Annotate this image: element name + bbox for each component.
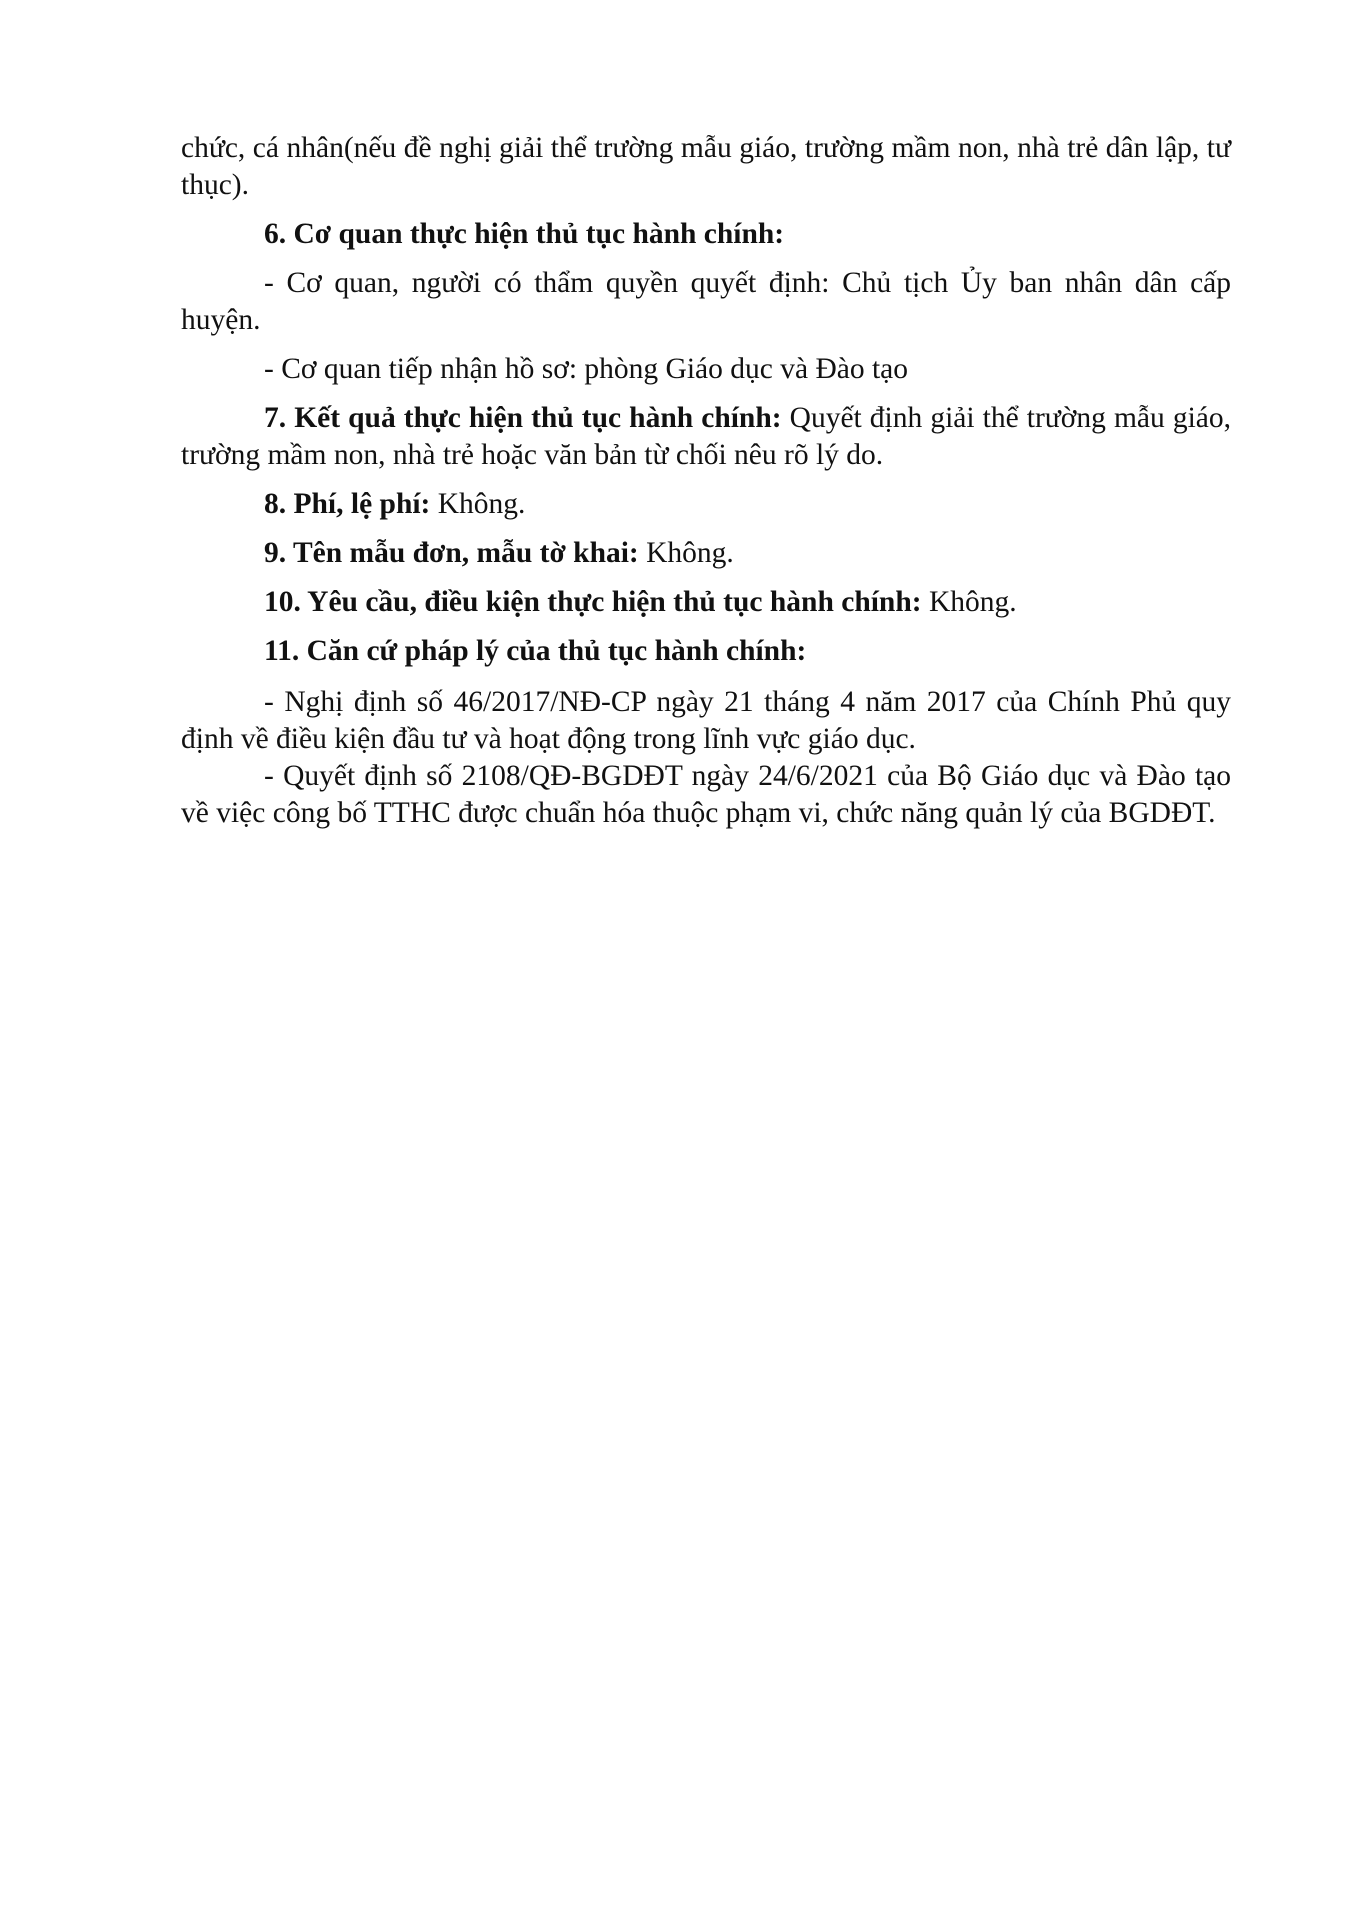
section-7 (181, 400, 1231, 474)
section-9 (181, 535, 1231, 572)
section-10-heading: 10. Yêu cầu, điều kiện thực hiện thủ tục hành chính: (264, 586, 922, 618)
section-6-heading (181, 216, 1231, 253)
section-8-text: Không. (430, 488, 526, 520)
section-10-text: Không. (921, 586, 1017, 618)
section-8 (181, 486, 1231, 523)
section-7-text: Quyết định giải thể trường mẫu giáo, trường mầm non, nhà trẻ hoặc văn bản từ chối nêu rõ lý do. (181, 402, 1231, 471)
section-6-item-2: - Cơ quan tiếp nhận hồ sơ: phòng Giáo dục và Đào tạo (264, 353, 909, 385)
section-9-text: Không. (638, 537, 734, 569)
section-11-heading (181, 633, 1231, 670)
section-6-heading-text: 6. Cơ quan thực hiện thủ tục hành chính: (264, 218, 785, 250)
document-page (181, 130, 1231, 832)
section-11-item-2: - Quyết định số 2108/QĐ-BGDĐT ngày 24/6/2021 của Bộ Giáo dục và Đào tạo về việc công bố TTHC được chuẩn hóa thuộc phạm vi, chức năng quản lý của BGDĐT. (181, 760, 1231, 829)
intro-continuation: chức, cá nhân(nếu đề nghị giải thể trường mẫu giáo, trường mầm non, nhà trẻ dân lập, tư thục). (181, 132, 1231, 201)
section-10 (181, 584, 1231, 621)
section-8-heading: 8. Phí, lệ phí: (264, 488, 431, 520)
section-11-item-1: - Nghị định số 46/2017/NĐ-CP ngày 21 tháng 4 năm 2017 của Chính Phủ quy định về điều kiện đầu tư và hoạt động trong lĩnh vực giáo dục. (181, 686, 1231, 755)
section-9-heading: 9. Tên mẫu đơn, mẫu tờ khai: (264, 537, 639, 569)
section-6-item-1: - Cơ quan, người có thẩm quyền quyết định: Chủ tịch Ủy ban nhân dân cấp huyện. (181, 267, 1231, 336)
section-7-heading: 7. Kết quả thực hiện thủ tục hành chính: (264, 402, 782, 434)
section-11-heading-text: 11. Căn cứ pháp lý của thủ tục hành chính: (264, 635, 807, 667)
